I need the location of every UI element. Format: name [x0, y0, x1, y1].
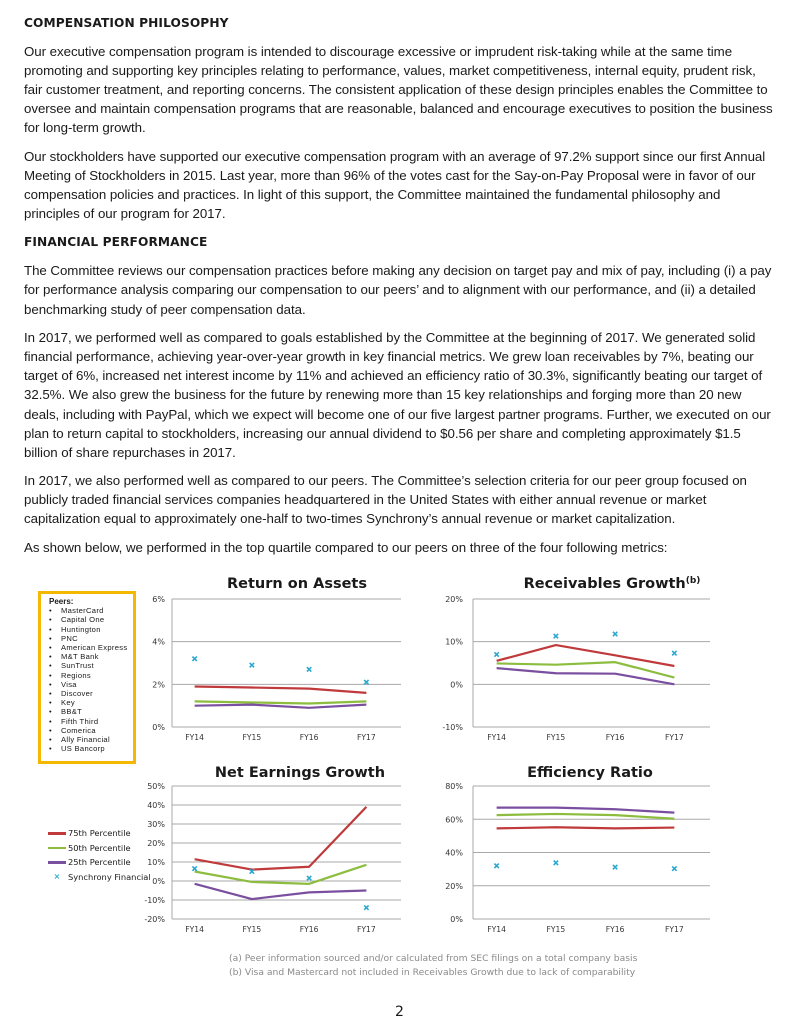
synchrony-data-point-x-icon [494, 652, 498, 656]
legend-label: Synchrony Financial [68, 872, 151, 883]
y-tick-label: -10% [144, 896, 165, 905]
x-tick-label: FY17 [665, 733, 684, 742]
y-tick-label: 2% [152, 680, 165, 690]
peers-box [38, 591, 136, 764]
y-tick-label: 0% [450, 680, 463, 690]
series-line-75th-percentile [195, 807, 367, 870]
x-tick-label: FY17 [357, 925, 376, 934]
peer-item: • Discover [49, 689, 133, 698]
series-line-75th-percentile [195, 686, 367, 692]
paragraph: The Committee reviews our compensation practices before making any decision on target pay and mix of pay, including (i) a pay for performance analysis comparing our compensation to our peers’ and to alignment with our performance, and (ii) a detailed benchmarking study of peer compensation data. [24, 263, 772, 317]
x-tick-label: FY15 [546, 733, 566, 742]
series-line-25th-percentile [497, 808, 675, 813]
legend-item [48, 870, 151, 885]
peer-item: • Comerica [49, 726, 133, 735]
synchrony-data-point-x-icon [192, 866, 196, 870]
paragraph: Our executive compensation program is intended to discourage excessive or imprudent risk-taking while at the same time promoting and supporting key principles relating to performance, values, market competitiveness, internal equity, prudent risk, fair customer treatment, and reporting concerns. The consistent application of these design principles enables the Committee to oversee and maintain compensation programs that are reasonable, balanced and encourage executives to position the business for long-term growth. [24, 44, 773, 136]
x-tick-label: FY14 [487, 733, 506, 742]
x-tick-label: FY17 [357, 733, 376, 742]
chart-net-earnings-growth [144, 765, 401, 934]
page-number: 2 [395, 1004, 404, 1020]
synchrony-data-point-x-icon [307, 876, 311, 880]
legend-swatch [48, 847, 66, 850]
chart-legend [48, 826, 151, 885]
series-line-50th-percentile [497, 814, 675, 819]
footnotes [229, 952, 637, 980]
chart-return-on-assets [152, 576, 401, 742]
legend-swatch [48, 832, 66, 835]
series-line-75th-percentile [497, 827, 675, 828]
y-tick-label: -20% [144, 915, 165, 924]
y-tick-label: 20% [445, 595, 463, 604]
peer-item: • Capital One [49, 615, 133, 624]
paragraph: In 2017, we also performed well as compared to our peers. The Committee’s selection criteria for our peer group focused on publicly traded financial services companies headquartered in the United States with either annual revenue or market capitalization equal to approximately one-half to two-times Synchrony’s annual revenue or market capitalization. [24, 473, 747, 527]
x-tick-label: FY15 [242, 925, 262, 934]
y-tick-label: 40% [147, 801, 165, 810]
y-tick-label: 20% [445, 881, 463, 891]
paragraph: In 2017, we performed well as compared to goals established by the Committee at the beginning of 2017. We generated solid financial performance, achieving year-over-year growth in key financial metrics. We grew loan receivables by 7%, beating our target of 6%, increased net interest income by 11% and achieved an efficiency ratio of 30.3%, significantly beating our target of 32.5%. We also grew the business for the future by renewing more than 15 key relationships and forging more than 20 new deals, including with PayPal, which we expect will become one of our five largest partner programs. Further, we executed on our plan to return capital to stockholders, increasing our annual dividend to $0.56 per share and completing approximately $1.5 billion of share repurchases in 2017. [24, 330, 771, 460]
series-line-50th-percentile [195, 701, 367, 703]
legend-item [48, 855, 151, 870]
y-tick-label: 40% [445, 848, 463, 858]
synchrony-data-point-x-icon [613, 632, 617, 636]
peers-title: Peers: [49, 597, 74, 606]
legend-item [48, 841, 151, 856]
x-tick-label: FY14 [487, 925, 506, 934]
y-tick-label: 80% [445, 782, 463, 791]
peer-item: • Ally Financial [49, 735, 133, 744]
chart-title: Efficiency Ratio [527, 765, 653, 781]
chart-title-superscript: (b) [685, 576, 701, 586]
section-heading-financial-performance: FINANCIAL PERFORMANCE [24, 235, 208, 250]
peer-item: • SunTrust [49, 661, 133, 670]
footnote-b: (b) Visa and Mastercard not included in Receivables Growth due to lack of comparability [229, 967, 636, 978]
synchrony-data-point-x-icon [554, 634, 558, 638]
chart-efficiency-ratio [445, 765, 710, 934]
series-line-25th-percentile [195, 705, 367, 708]
legend-label: 50th Percentile [68, 842, 131, 853]
paragraph: As shown below, we performed in the top quartile compared to our peers on three of the four following metrics: [24, 540, 668, 556]
synchrony-data-point-x-icon [192, 657, 196, 661]
y-tick-label: 50% [147, 782, 165, 791]
y-tick-label: 0% [450, 915, 463, 924]
synchrony-data-point-x-icon [494, 864, 498, 868]
x-tick-label: FY15 [546, 925, 566, 934]
chart-receivables-growth [442, 576, 710, 742]
peer-item: • US Bancorp [49, 744, 133, 753]
synchrony-data-point-x-icon [613, 865, 617, 869]
y-tick-label: 10% [445, 637, 463, 647]
synchrony-data-point-x-icon [250, 663, 254, 667]
paragraph: Our stockholders have supported our executive compensation program with an average of 97.2% support since our first Annual Meeting of Stockholders in 2015. Last year, more than 96% of the votes cast for the Say-on-Pay Proposal were in favor of our compensation policies and practices. In light of this support, the Committee maintained the fundamental philosophy and principles of our program for 2017. [24, 148, 766, 222]
peer-item: • American Express [49, 643, 133, 652]
y-tick-label: 20% [147, 839, 165, 848]
legend-marker-x-icon: × [53, 872, 61, 882]
y-tick-label: 0% [152, 723, 165, 732]
peer-item: • Regions [49, 671, 133, 680]
x-tick-label: FY16 [299, 733, 319, 742]
peer-item: • Key [49, 698, 133, 707]
y-tick-label: 10% [147, 858, 165, 867]
synchrony-data-point-x-icon [672, 651, 676, 655]
y-tick-label: 4% [152, 637, 165, 647]
peer-item: • M&T Bank [49, 652, 133, 661]
x-tick-label: FY17 [665, 925, 684, 934]
footnote-a: (a) Peer information sourced and/or calculated from SEC filings on a total company basis [229, 953, 638, 964]
peer-item: • PNC [49, 634, 133, 643]
y-tick-label: 6% [152, 595, 165, 604]
peer-item: • BB&T [49, 707, 133, 716]
legend-item [48, 826, 151, 841]
chart-title: Net Earnings Growth [214, 765, 386, 781]
x-tick-label: FY16 [605, 733, 625, 742]
peers-list [49, 606, 133, 753]
chart-title: Receivables Growth$^{(b)}$ [523, 576, 701, 592]
synchrony-data-point-x-icon [364, 905, 368, 909]
x-tick-label: FY16 [605, 925, 625, 934]
section-heading-compensation-philosophy: COMPENSATION PHILOSOPHY [24, 16, 229, 30]
synchrony-data-point-x-icon [307, 667, 311, 671]
x-tick-label: FY16 [299, 925, 319, 934]
synchrony-data-point-x-icon [554, 861, 558, 865]
peer-item: • MasterCard [49, 606, 133, 615]
y-tick-label: -10% [442, 723, 463, 732]
synchrony-data-point-x-icon [672, 866, 676, 870]
legend-label: 25th Percentile [68, 857, 131, 868]
peer-item: • Huntington [49, 625, 133, 634]
y-tick-label: 30% [147, 820, 165, 829]
y-tick-label: 0% [152, 877, 165, 886]
series-line-25th-percentile [195, 884, 367, 899]
x-tick-label: FY14 [185, 925, 204, 934]
x-tick-label: FY15 [242, 733, 262, 742]
peer-item: • Fifth Third [49, 717, 133, 726]
peer-item: • Visa [49, 680, 133, 689]
x-tick-label: FY14 [185, 733, 204, 742]
synchrony-data-point-x-icon [364, 680, 368, 684]
legend-swatch [48, 861, 66, 864]
y-tick-label: 60% [445, 815, 463, 825]
legend-label: 75th Percentile [68, 828, 131, 838]
chart-title: Return on Assets [227, 576, 367, 592]
